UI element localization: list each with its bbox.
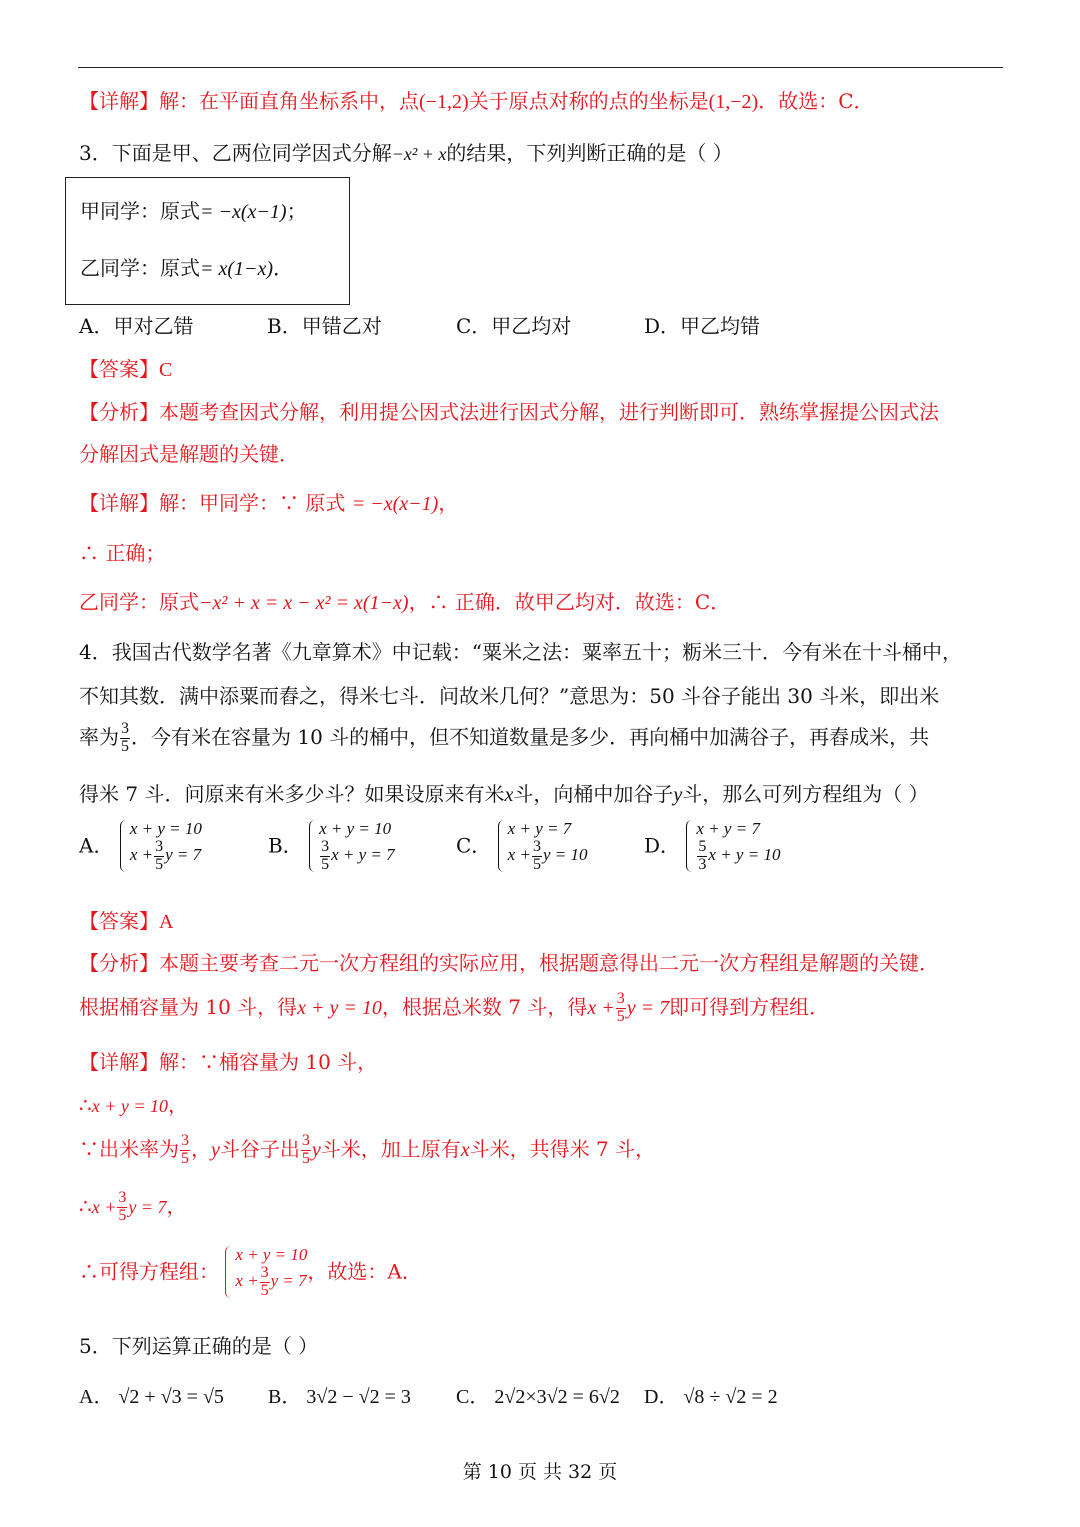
header-rule (78, 67, 1003, 68)
q4-option-d: D． x + y = 7 $\frac{5}{3}$ x + y = 10 (644, 819, 781, 874)
equation-system: x + y = 10 $\frac{3}{5}$ x + y = 7 (309, 818, 395, 874)
q4-stem-line4: 得米 7 斗．问原来有米多少斗？如果设原来有米x斗，向桶中加谷子y斗，那么可列方程组为（ ） (79, 782, 929, 806)
fraction: $\frac{3}{5}$ (121, 720, 129, 755)
q2-detail-line: 【详解】解：在平面直角坐标系中，点(−1,2)关于原点对称的点的坐标是(1,−2)．故选：C． (79, 89, 874, 113)
q3-detail-line1: 【详解】解：甲同学：∵ 原式 = −x(x−1)， (79, 491, 459, 515)
equation-system: x + y = 10 x + $\frac{3}{5}$ y = 7 (225, 1244, 307, 1300)
equation-system: x + y = 7 x + $\frac{3}{5}$ y = 10 (498, 818, 588, 874)
q5-option-a: A． √2 + √3 = √5 (79, 1386, 224, 1408)
q3-stem: 3．下面是甲、乙两位同学因式分解−x² + x的结果，下列判断正确的是（ ） (79, 141, 733, 165)
q5-option-c: C． 2√2×3√2 = 6√2 (456, 1386, 620, 1408)
q4-analysis-line1: 【分析】本题主要考查二元一次方程组的实际应用，根据题意得出二元一次方程组是解题的关键． (79, 951, 939, 975)
equation-system: x + y = 10 x + $\frac{3}{5}$ y = 7 (120, 818, 202, 874)
equation-system: x + y = 7 $\frac{5}{3}$ x + y = 10 (686, 818, 780, 874)
q3-detail-line2: ∴ 正确； (79, 541, 166, 565)
q3-student-box (65, 177, 350, 305)
q3-analysis-line2: 分解因式是解题的关键． (79, 442, 299, 466)
q3-option-b: B．甲错乙对 (267, 314, 382, 338)
q4-detail-line1: 【详解】解：∵桶容量为 10 斗， (79, 1050, 378, 1074)
student-jia-line: 甲同学：原式= −x(x−1)； (80, 199, 307, 223)
q4-option-b: B． x + y = 10 $\frac{3}{5}$ x + y = 7 (268, 819, 395, 874)
q4-detail-line3: ∵出米率为 $\frac{3}{5}$ ，y斗谷子出 $\frac{3}{5}$ y斗米，加上原有x斗米，共得米 7 斗， (79, 1132, 656, 1167)
q4-stem-line2: 不知其数．满中添粟而舂之，得米七斗．问故米几何？”意思为：50 斗谷子能出 30 斗米，即出米 (79, 684, 940, 708)
q3-option-d: D．甲乙均错 (644, 314, 761, 338)
detail-label: 【详解】 (79, 89, 159, 113)
q4-option-c: C． x + y = 7 x + $\frac{3}{5}$ y = 10 (456, 819, 588, 874)
q5-stem: 5．下列运算正确的是（ ） (79, 1334, 319, 1358)
q4-analysis-line2: 根据桶容量为 10 斗，得x + y = 10，根据总米数 7 斗，得x + $\frac{3}{5}$ y = 7即可得到方程组． (79, 990, 830, 1025)
q5-option-d: D． √8 ÷ √2 = 2 (644, 1386, 778, 1408)
q4-detail-line4: ∴x + $\frac{3}{5}$ y = 7， (79, 1189, 187, 1224)
q3-detail-line3: 乙同学：原式−x² + x = x − x² = x(1−x)，∴ 正确．故甲乙均对．故选：C． (79, 590, 731, 614)
q4-detail-line2: ∴x + y = 10， (79, 1093, 189, 1117)
q4-stem-line1: 4．我国古代数学名著《九章算术》中记载：“粟米之法：粟率五十；粝米三十．今有米在十斗桶中， (79, 640, 962, 664)
q3-analysis-line1: 【分析】本题考查因式分解，利用提公因式法进行因式分解，进行判断即可．熟练掌握提公因式法 (79, 400, 939, 424)
q4-answer: 【答案】A (79, 909, 174, 933)
q4-detail-line5: ∴可得方程组： x + y = 10 x + $\frac{3}{5}$ y = 7 ，故选：A． (79, 1245, 422, 1300)
q3-option-a: A．甲对乙错 (79, 314, 194, 338)
page-footer: 第 10 页 共 32 页 (462, 1461, 618, 1483)
q5-option-b: B． 3√2 − √2 = 3 (268, 1386, 411, 1408)
q3-answer: 【答案】C (79, 357, 173, 381)
q4-stem-line3: 率为 $\frac{3}{5}$ ．今有米在容量为 10 斗的桶中，但不知道数量是多少．再向桶中加满谷子，再舂成米，共 (79, 720, 930, 755)
student-yi-line: 乙同学：原式= x(1−x)． (80, 256, 294, 280)
q3-option-c: C．甲乙均对 (456, 314, 572, 338)
q4-option-a: A． x + y = 10 x + $\frac{3}{5}$ y = 7 (79, 819, 202, 874)
